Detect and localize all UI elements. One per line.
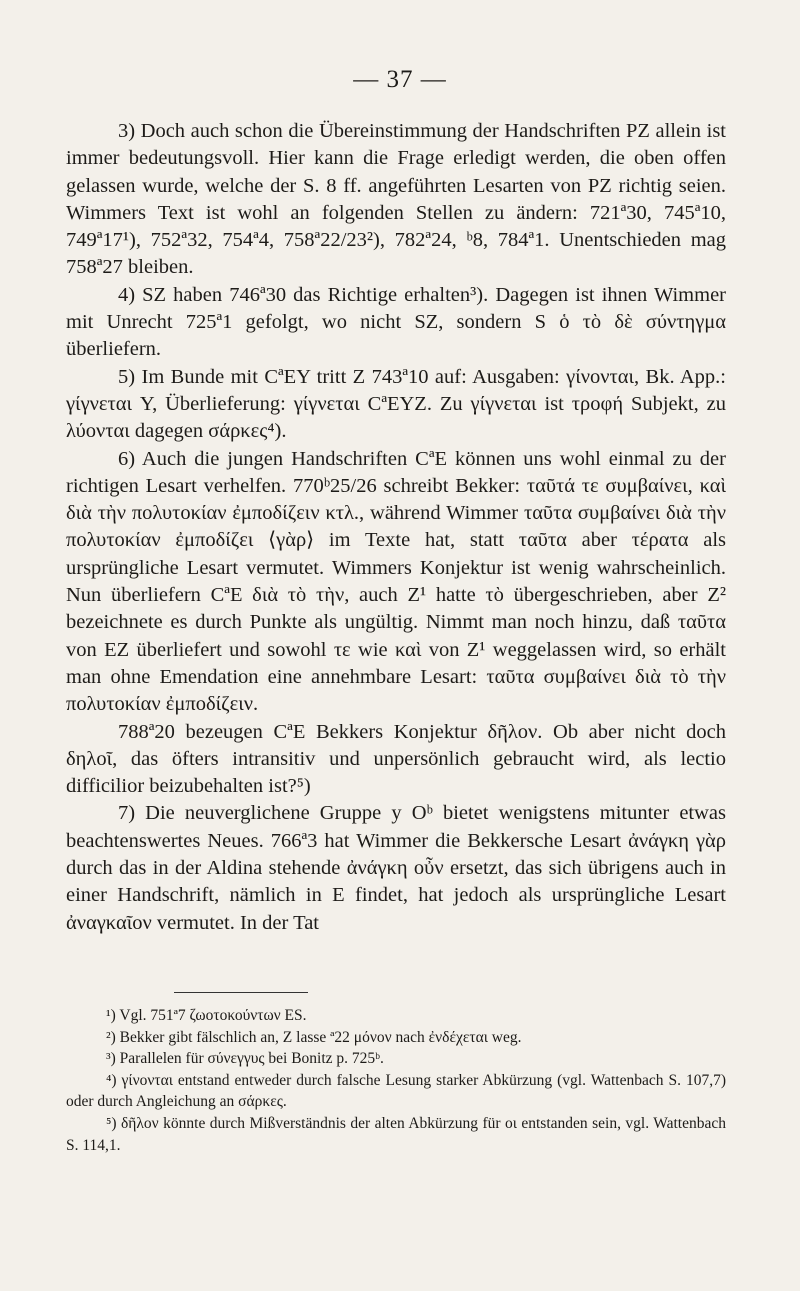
- paragraph-7: 7) Die neuverglichene Gruppe y Oᵇ bietet wenigstens mitunter etwas beachtenswertes Neues. 766ª3 hat Wimmer die Bekkersche Lesart ἀνάγκη γὰρ durch das in der Aldina stehende ἀνάγκη οὖν ersetzt, das sich übrigens auch in einer Handschrift, nämlich in E findet, hat jedoch als ursprüngliche Lesart ἀναγκαῖον vermutet. In der Tat: [66, 802, 726, 934]
- footnote-1: ¹) Vgl. 751ª7 ζωοτοκούντων ES.: [106, 1007, 307, 1024]
- main-text: [66, 118, 726, 937]
- paragraph-5: 5) Im Bunde mit CªEY tritt Z 743ª10 auf: Ausgaben: γίνονται, Bk. App.: γίγνεται Y, Überlieferung: γίγνεται CªEYZ. Zu γίγνεται ist τροφή Subjekt, zu λύονται dagegen σάρκες⁴).: [66, 365, 726, 443]
- footnote-2: ²) Bekker gibt fälschlich an, Z lasse ª22 μόνον nach ἐνδέχεται weg.: [106, 1028, 522, 1046]
- footnote-5: ⁵) δῆλον könnte durch Mißverständnis der alten Abkürzung für οι entstanden sein, vgl. Wattenbach S. 114,1.: [66, 1114, 726, 1154]
- paragraph-4: 4) SZ haben 746ª30 das Richtige erhalten³). Dagegen ist ihnen Wimmer mit Unrecht 725ª1 gefolgt, wo nicht SZ, sondern S ὁ τὸ δὲ σύντηγμα überliefern.: [66, 283, 726, 361]
- paragraph-6: 6) Auch die jungen Handschriften CªE können uns wohl einmal zu der richtigen Lesart verhelfen. 770ᵇ25/26 schreibt Bekker: ταῦτά τε συμβαίνει, καὶ διὰ τὴν πολυτοκίαν ἐμποδίζειν κτλ., während Wimmer ταῦτα συμβαίνει διὰ τὴν πολυτοκίαν ἐμποδίζει ⟨γὰρ⟩ im Texte hat, statt ταῦτα aber τέρατα als ursprüngliche Lesart vermutet. Wimmers Konjektur ist wenig wahrscheinlich. Nun überliefern CªE διὰ τὸ τὴν, auch Z¹ hatte τὸ übergeschrieben, aber Z² bezeichnete es durch Punkte als ungültig. Nimmt man noch hinzu, daß ταῦτα von EZ überliefert und sowohl τε wie καὶ von Z¹ weggelassen wird, so erhält man ohne Emendation eine annehmbare Lesart: ταῦτα συμβαίνει διὰ τὸ τὴν πολυτοκίαν ἐμποδίζειν.: [66, 447, 726, 716]
- paragraph-3: 3) Doch auch schon die Übereinstimmung der Handschriften PZ allein ist immer bedeutungsvoll. Hier kann die Frage erledigt werden, die oben offen gelassen wurde, welche der S. 8 ff. angeführten Lesarten von PZ richtig seien. Wimmers Text ist wohl an folgenden Stellen zu ändern: 721ª30, 745ª10, 749ª17¹), 752ª32, 754ª4, 758ª22/23²), 782ª24, ᵇ8, 784ª1. Unentschieden mag 758ª27 bleiben.: [66, 120, 726, 279]
- page-number: — 37 —: [353, 66, 447, 93]
- footnote-rule: [174, 992, 308, 993]
- paragraph-6-continued: 788ª20 bezeugen CªE Bekkers Konjektur δῆλον. Ob aber nicht doch δηλοῖ, das öfters intransitiv und unpersönlich gebraucht wird, als lectio difficilior beizubehalten ist?⁵): [66, 720, 726, 798]
- footnote-4: ⁴) γίνονται entstand entweder durch falsche Lesung starker Abkürzung (vgl. Wattenbach S. 107,7) oder durch Angleichung an σάρκες.: [66, 1071, 726, 1111]
- footnotes: [66, 1005, 726, 1156]
- footnote-3: ³) Parallelen für σύνεγγυς bei Bonitz p. 725ᵇ.: [106, 1050, 384, 1068]
